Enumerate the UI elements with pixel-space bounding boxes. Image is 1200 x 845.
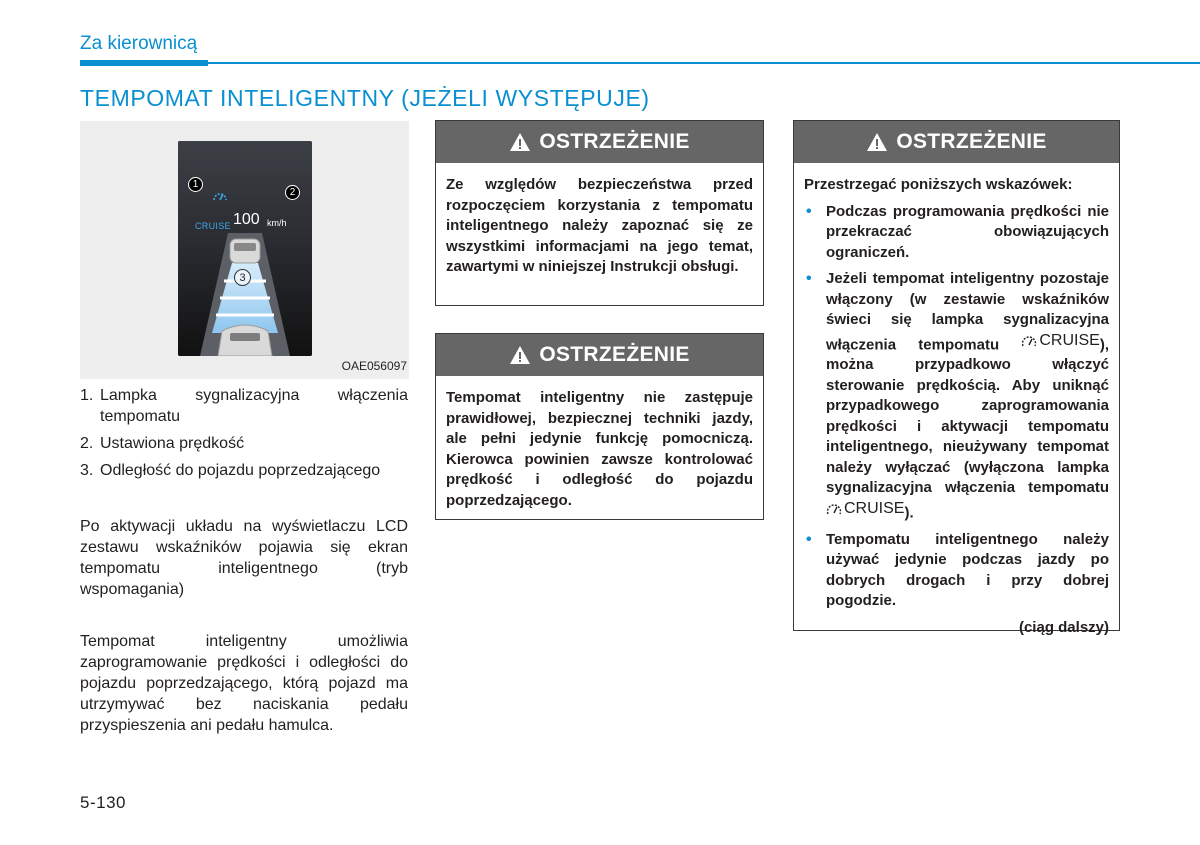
page-title: TEMPOMAT INTELIGENTNY (JEŻELI WYSTĘPUJE) bbox=[80, 85, 650, 111]
warning-text: Tempomat inteligentny nie zastępuje prawidłowej, bezpiecznej techniki jazdy, ale pełni jedynie funkcję pomocniczą. Kierowca powinien zawsze kontrolować prędkość i odległość do pojazdu poprzedzającego. bbox=[446, 389, 753, 509]
cruise-gauge-icon bbox=[212, 188, 228, 202]
bullet-text: ). bbox=[904, 504, 914, 521]
callout-3-label: 3 bbox=[239, 271, 246, 284]
warning-triangle-icon bbox=[509, 132, 531, 152]
bullet-text: Jeżeli tempomat inteligentny pozostaje włączony (w zestawie wskaźników świeci się lampka sygnalizacyjna włączenia tempomatu bbox=[826, 270, 1109, 353]
warning-triangle-icon bbox=[509, 345, 531, 365]
cluster-display-figure bbox=[80, 121, 409, 379]
legend-text: Odległość do pojazdu poprzedzającego bbox=[100, 462, 381, 479]
section-rule bbox=[208, 62, 1200, 64]
warning-intro: Przestrzegać poniższych wskazówek: bbox=[804, 176, 1073, 193]
warning-title: OSTRZEŻENIE bbox=[539, 130, 690, 153]
warning-box-1 bbox=[435, 120, 764, 306]
warning-header bbox=[794, 121, 1119, 163]
callout-2 bbox=[285, 185, 300, 200]
warning-title: OSTRZEŻENIE bbox=[539, 343, 690, 366]
warning-header bbox=[436, 334, 763, 376]
speed-unit: km/h bbox=[267, 218, 287, 228]
legend-text: Ustawiona prędkość bbox=[100, 435, 245, 452]
list-item bbox=[804, 530, 1109, 612]
section-rule-accent bbox=[80, 60, 208, 66]
warning-box-2 bbox=[435, 333, 764, 520]
legend-number: 2. bbox=[80, 435, 94, 452]
bullet-icon: • bbox=[806, 530, 812, 548]
bullet-text: Tempomatu inteligentnego należy używać jedynie podczas jazdy po dobrych drogach i przy dobrej pogodzie. bbox=[826, 530, 1109, 609]
legend-item bbox=[80, 433, 408, 454]
bullet-icon: • bbox=[806, 270, 812, 287]
cruise-indicator bbox=[826, 499, 904, 520]
bullet-icon: • bbox=[806, 202, 812, 220]
figure-legend bbox=[80, 385, 408, 487]
cruise-label: CRUISE bbox=[1039, 331, 1100, 349]
set-speed-value: 100 bbox=[233, 211, 260, 228]
cruise-label: CRUISE bbox=[844, 499, 905, 517]
paragraph-activation: Po aktywacji układu na wyświetlaczu LCD zestawu wskaźników pojawia się ekran tempomatu inteligentnego (tryb wspomagania) bbox=[80, 518, 408, 598]
warning-text: Ze względów bezpieczeństwa przed rozpoczęciem korzystania z tempomatu inteligentnego należy zapoznać się ze wszystkimi informacjami na jego temat, zawartymi w niniejszej Instrukcji obsługi. bbox=[446, 176, 753, 275]
bullet-text: Podczas programowania prędkości nie przekraczać obowiązujących ograniczeń. bbox=[826, 202, 1109, 261]
cruise-display-label: CRUISE bbox=[195, 221, 231, 231]
cruise-gauge-icon bbox=[826, 501, 842, 517]
page-number: 5-130 bbox=[80, 793, 126, 812]
warning-title: OSTRZEŻENIE bbox=[896, 130, 1047, 153]
list-item bbox=[804, 269, 1109, 524]
list-item bbox=[804, 202, 1109, 264]
lcd-display bbox=[178, 141, 312, 356]
legend-item bbox=[80, 460, 408, 481]
cruise-screen-illustration bbox=[178, 141, 312, 356]
warning-box-3 bbox=[793, 120, 1120, 636]
cruise-gauge-icon bbox=[1021, 333, 1037, 349]
callout-1 bbox=[188, 177, 203, 192]
legend-number: 3. bbox=[80, 462, 94, 479]
warning-triangle-icon bbox=[866, 132, 888, 152]
section-tab: Za kierownicą bbox=[80, 33, 198, 54]
warning-bullets bbox=[804, 202, 1109, 612]
cruise-indicator bbox=[1021, 331, 1099, 352]
paragraph-description: Tempomat inteligentny umożliwia zaprogramowanie prędkości i odległości do pojazdu poprzedzającego, którą pojazd ma utrzymywać bez naciskania pedału przyspieszenia ani pedału hamulca. bbox=[80, 633, 408, 734]
warning-header bbox=[436, 121, 763, 163]
warning-content bbox=[794, 163, 1119, 646]
figure-code: OAE056097 bbox=[341, 359, 407, 373]
callout-3 bbox=[234, 269, 251, 286]
legend-item bbox=[80, 385, 408, 427]
callout-1-label: 1 bbox=[192, 179, 199, 190]
callout-2-label: 2 bbox=[289, 187, 296, 198]
continued-note: (ciąg dalszy) bbox=[1018, 618, 1109, 636]
legend-text: Lampka sygnalizacyjna włączenia tempomatu bbox=[100, 387, 408, 425]
legend-number: 1. bbox=[80, 387, 94, 404]
bullet-text: ), można przypadkowo włączyć sterowanie prędkością. Aby uniknąć przypadkowego zaprogramowania prędkości i aktywacji tempomatu inteligentnego, nieużywany tempomat należy wyłączać (wyłączona lampka sygnalizacyjna włączenia tempomatu bbox=[826, 335, 1109, 497]
